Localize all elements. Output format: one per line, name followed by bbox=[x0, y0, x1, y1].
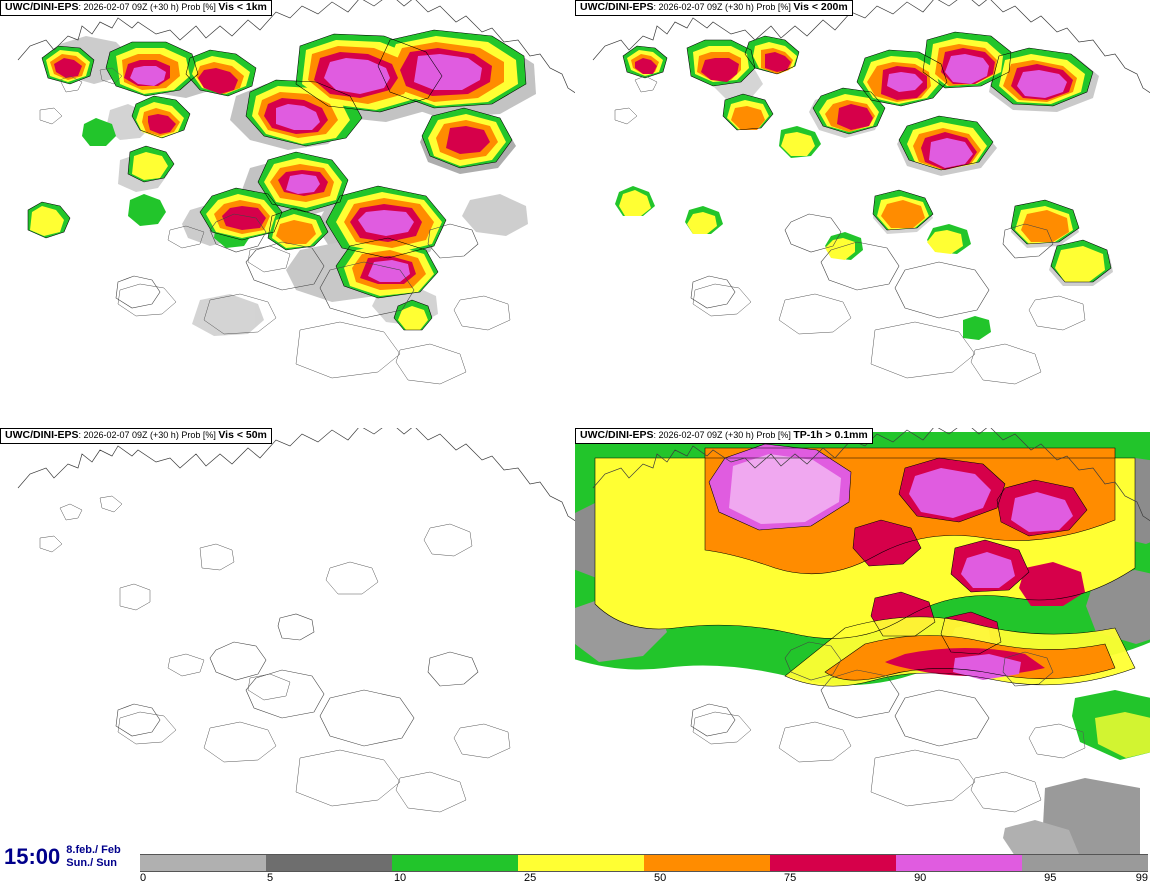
colorbar-tick-label: 0 bbox=[140, 872, 147, 884]
colorbar-segment bbox=[140, 855, 266, 871]
panel-param-label: Vis < 50m bbox=[218, 429, 267, 441]
colorbar-tick-label: 50 bbox=[654, 872, 667, 884]
map-panel-tp-1h[interactable] bbox=[575, 428, 1150, 856]
colorbar-tick-label: 75 bbox=[784, 872, 797, 884]
panel-run-label: : 2026-02-07 09Z (+30 h) Prob [%] bbox=[78, 430, 219, 440]
colorbar-tick-label: 10 bbox=[393, 872, 407, 884]
map-canvas-tp-1h bbox=[575, 428, 1150, 856]
colorbar-segment bbox=[644, 855, 770, 871]
panel-run-label: : 2026-02-07 09Z (+30 h) Prob [%] bbox=[653, 430, 794, 440]
colorbar-tick-label: 90 bbox=[914, 872, 927, 884]
panel-param-label: Vis < 1km bbox=[218, 1, 267, 13]
valid-time-clock: 15:00 bbox=[4, 844, 61, 869]
map-panel-vis-50m[interactable] bbox=[0, 428, 575, 856]
map-panel-vis-1km[interactable] bbox=[0, 0, 575, 428]
panel-title-vis-1km bbox=[0, 0, 272, 16]
colorbar-segment bbox=[518, 855, 644, 871]
valid-date-line1: 8.feb./ Feb bbox=[66, 844, 121, 856]
valid-date-line2: Sun./ Sun bbox=[66, 857, 118, 869]
colorbar-tick-label: 95 bbox=[1044, 872, 1057, 884]
probability-colorbar[interactable] bbox=[140, 854, 1148, 886]
map-canvas-vis-1km bbox=[0, 0, 575, 428]
colorbar-segment bbox=[896, 855, 1022, 871]
panel-param-label: Vis < 200m bbox=[793, 1, 848, 13]
panel-model-label: UWC/DINI-EPS bbox=[580, 429, 654, 441]
panel-param-label: TP-1h > 0.1mm bbox=[793, 429, 868, 441]
colorbar-tick-label: 99 bbox=[1135, 872, 1148, 884]
map-panel-vis-200m[interactable] bbox=[575, 0, 1150, 428]
panel-model-label: UWC/DINI-EPS bbox=[5, 1, 79, 13]
panel-model-label: UWC/DINI-EPS bbox=[580, 1, 654, 13]
valid-date-block bbox=[66, 844, 120, 870]
panel-run-label: : 2026-02-07 09Z (+30 h) Prob [%] bbox=[78, 2, 219, 12]
panel-model-label: UWC/DINI-EPS bbox=[5, 429, 79, 441]
panel-title-tp-1h bbox=[575, 428, 873, 444]
bottom-bar bbox=[0, 844, 1150, 891]
colorbar-segment bbox=[770, 855, 896, 871]
colorbar-segment bbox=[266, 855, 392, 871]
map-canvas-vis-200m bbox=[575, 0, 1150, 428]
colorbar-segment bbox=[1022, 855, 1148, 871]
panel-title-vis-200m bbox=[575, 0, 853, 16]
colorbar-tick-label: 25 bbox=[523, 872, 537, 884]
colorbar-strip[interactable] bbox=[140, 854, 1148, 872]
colorbar-tick-label: 5 bbox=[266, 872, 274, 884]
colorbar-tick-labels bbox=[140, 872, 1148, 886]
map-canvas-vis-50m bbox=[0, 428, 575, 856]
panel-title-vis-50m bbox=[0, 428, 272, 444]
valid-time-stamp bbox=[4, 844, 121, 870]
colorbar-segment bbox=[392, 855, 518, 871]
panel-run-label: : 2026-02-07 09Z (+30 h) Prob [%] bbox=[653, 2, 794, 12]
